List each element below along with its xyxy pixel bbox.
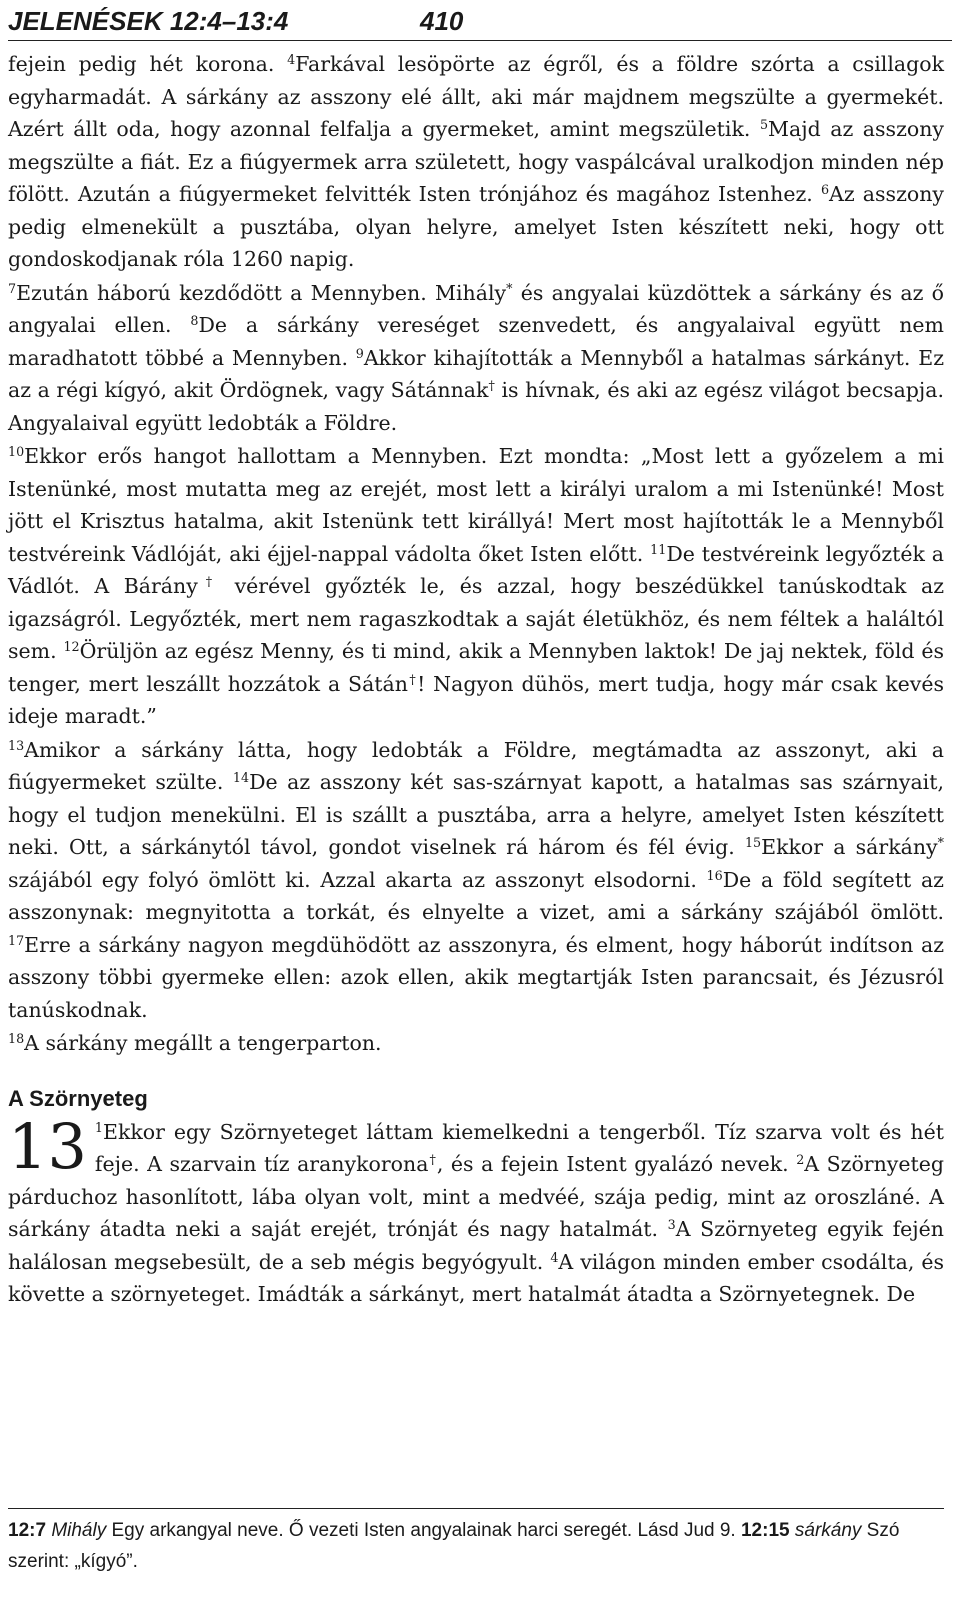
verse-number: 4 — [550, 1249, 559, 1265]
footnote-ref: 12:7 — [8, 1520, 47, 1541]
verse-text: De testvéreink legyőzték a Vádlót. A Bárány — [8, 541, 945, 598]
page-number: 410 — [420, 6, 464, 36]
verse-text: Ekkor a sárkány — [761, 835, 938, 859]
verse-number: 1 — [94, 1119, 103, 1135]
verse-number: 7 — [8, 280, 17, 296]
verse-text: Ekkor egy Szörnyeteget láttam kiemelkedni a tengerből. Tíz szarva volt és hét feje. A szarvain tíz aranykorona — [94, 1119, 944, 1176]
verse-text: A Szörnyeteg egyik fején halálosan megsebesült, de a seb mégis begyógyult. — [8, 1217, 944, 1274]
verse-number: 9 — [355, 345, 364, 361]
footnote-ref: 12:15 — [740, 1520, 790, 1541]
glossary-marker[interactable]: † — [407, 671, 418, 687]
verse-text: ! Nagyon dühös, mert tudja, hogy már csak kevés ideje maradt.” — [8, 671, 945, 728]
footnote-text: Szó szerint: „kígyó”. — [8, 1520, 900, 1572]
chapter-number: 13 — [8, 1109, 87, 1183]
verse-number: 10 — [8, 444, 25, 460]
footnote-text: Egy arkangyal neve. Ő vezeti Isten angyalainak harci seregét. Lásd Jud 9. — [106, 1520, 741, 1541]
verse-text: is hívnak, és aki az egész világot becsapja. Angyalaival együtt ledobták a Földre. — [8, 378, 945, 435]
verse-text: A világon minden ember csodálta, és követte a szörnyeteget. Imádták a sárkányt, mert hatalmát átadta a Szörnyetegnek. De — [8, 1249, 945, 1306]
verse-text: Örüljön az egész Menny, és ti mind, akik a Mennyben laktok! De jaj nektek, föld és tenger, mert leszállt hozzátok a Sátán — [8, 639, 945, 696]
verse-text: Az asszony pedig elmenekült a pusztába, olyan helyre, amelyet Isten készített neki, hogy ott gondoskodjanak róla 1260 napig. — [8, 182, 944, 271]
paragraph — [8, 48, 944, 276]
footnote-marker[interactable]: * — [937, 835, 944, 851]
paragraph — [8, 440, 944, 733]
verse-text: A Szörnyeteg párduchoz hasonlított, lába olyan volt, mint a medvéé, szája pedig, mint az oroszláné. A sárkány átadta neki a saját erejét, trónját és nagy hatalmát. — [8, 1152, 945, 1241]
verse-text: fejein pedig hét korona. — [8, 52, 288, 76]
footnotes — [8, 1508, 944, 1577]
verse-text: , és a fejein Istent gyalázó nevek. — [436, 1152, 797, 1176]
book-reference: JELENÉSEK 12:4–13:4 — [8, 6, 289, 36]
verse-number: 5 — [759, 117, 769, 133]
verse-text: Ezután háború kezdődött a Mennyben. Mihály — [16, 280, 507, 305]
verse-number: 12 — [63, 639, 80, 655]
verse-text: vérével győzték le, és azzal, hogy beszédükkel tanúskodtak az igazságról. Legyőzték, mert nem ragaszkodtak a saját életükhöz, és nem féltek a haláltól sem. — [8, 574, 944, 663]
verse-number: 18 — [8, 1031, 25, 1047]
verse-text: Ekkor erős hangot hallottam a Mennyben. Ezt mondta: „Most lett a győzelem a mi Istenünké, most mutatta meg az erejét, most lett a királyi uralom a mi Istenünké! Most jött el Krisztus hatalma, akit Istenünk tett királlyá! Mert most hajították le a Mennyből testvéreink Vádlóját, aki éjjel-nappal vádolta őket Isten előtt. — [8, 444, 944, 566]
verse-text: Farkával lesöpörte az égről, és a földre szórta a csillagok egyharmadát. A sárkány az asszony elé állt, aki már majdnem megszülte a gyermekét. Azért állt oda, hogy azonnal felfalja a gyermeket, amint megszületik. — [8, 52, 944, 141]
verse-number: 11 — [650, 541, 667, 557]
verse-text: De a föld segített az asszonynak: megnyitotta a torkát, és elnyelte a vizet, ami a sárkány szájából ömlött. — [8, 867, 944, 924]
verse-number: 4 — [287, 52, 296, 68]
verse-number: 6 — [820, 182, 830, 198]
running-header — [8, 2, 952, 41]
verse-number: 16 — [706, 867, 723, 883]
glossary-marker[interactable]: † — [428, 1152, 437, 1168]
paragraph — [8, 1027, 944, 1060]
verse-text: A sárkány megállt a tengerparton. — [24, 1031, 382, 1055]
verse-text: Erre a sárkány nagyon megdühödött az asszonyra, és elment, hogy háborút indítson az asszony többi gyermeke ellen: azok ellen, akik megtartják Isten parancsait, és Jézusról tanúskodnak. — [8, 932, 944, 1022]
section-heading: A Szörnyeteg — [8, 1085, 148, 1111]
verse-text: Akkor kihajították a Mennyből a hatalmas sárkányt. Ez az a régi kígyó, akit Ördögnek, vagy Sátánnak — [8, 345, 945, 402]
footnote-term: Mihály — [51, 1520, 107, 1541]
footnote-term: sárkány — [794, 1520, 862, 1541]
paragraph — [8, 277, 944, 440]
verse-number: 8 — [190, 313, 199, 329]
verse-number: 13 — [8, 737, 25, 753]
glossary-marker[interactable]: † — [197, 574, 221, 590]
footnote-marker[interactable]: * — [506, 280, 513, 296]
paragraph — [8, 1109, 945, 1311]
verse-number: 15 — [744, 835, 762, 851]
scripture-text — [8, 48, 944, 1311]
verse-number: 3 — [667, 1217, 676, 1233]
verse-text: De az asszony két sas-szárnyat kapott, a hatalmas sas szárnyait, hogy el tudjon menekülni. El is szállt a pusztába, arra a helyre, amelyet Isten készített neki. Ott, a sárkánytól távol, gondot viselnek rá három és fél évig. — [8, 770, 944, 859]
verse-number: 14 — [232, 770, 250, 786]
verse-text: és angyalai küzdöttek a sárkány és az ő angyalai ellen. — [8, 280, 944, 337]
verse-text: Amikor a sárkány látta, hogy ledobták a Földre, megtámadta az asszonyt, aki a fiúgyermeket szülte. — [8, 737, 944, 794]
verse-number: 17 — [8, 932, 25, 948]
verse-text: Majd az asszony megszülte a fiát. Ez a fiúgyermek arra született, hogy vaspálcával uralkodjon minden nép fölött. Azután a fiúgyermeket felvitték Isten trónjához és magához Istenhez. — [8, 117, 945, 206]
glossary-marker[interactable]: † — [488, 378, 495, 394]
paragraph — [8, 734, 944, 1027]
verse-text: De a sárkány vereséget szenvedett, és angyalaival együtt nem maradhatott többé a Mennyben. — [8, 313, 944, 370]
verse-number: 2 — [796, 1152, 805, 1168]
verse-text: szájából egy folyó ömlött ki. Azzal akarta az asszonyt elsodorni. — [8, 867, 707, 892]
